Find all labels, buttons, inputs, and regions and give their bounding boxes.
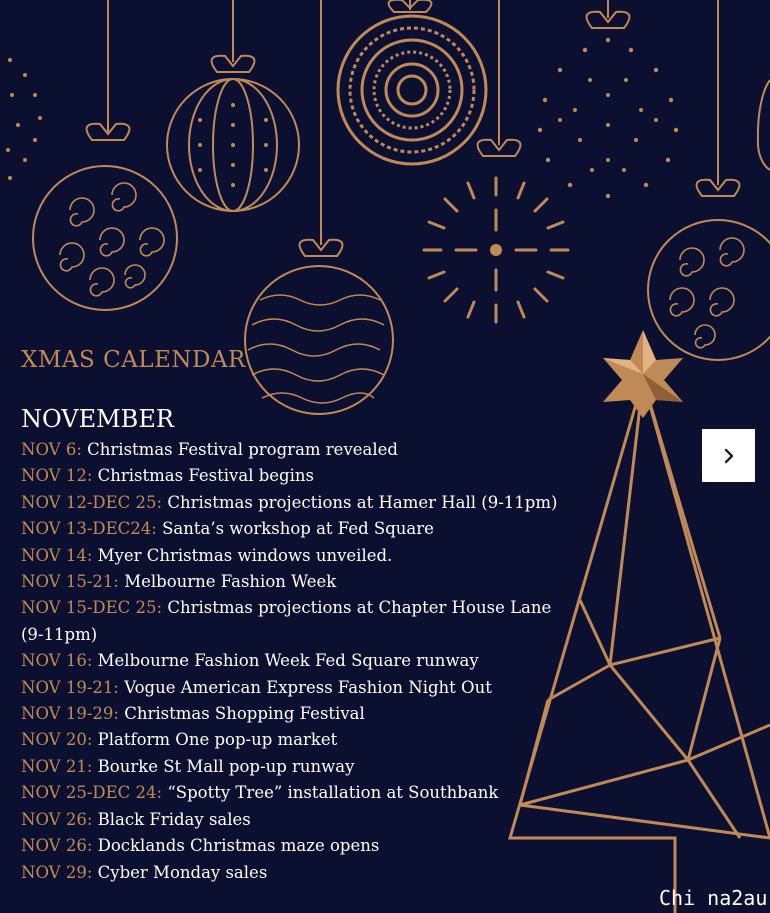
event-text: Melbourne Fashion Week <box>124 572 337 592</box>
event-date: NOV 6: <box>21 440 82 459</box>
event-text: Christmas projections at Chapter House Lane (9-11pm) <box>21 598 552 644</box>
event-text: Melbourne Fashion Week Fed Square runway <box>97 651 479 671</box>
event-date: NOV 19-21: <box>21 677 119 697</box>
event-text: Docklands Christmas maze opens <box>97 836 380 856</box>
event-date: NOV 21: <box>21 756 93 776</box>
list-item <box>21 516 561 542</box>
event-date: NOV 26: <box>21 836 93 856</box>
event-text: Platform One pop-up market <box>97 730 338 750</box>
section-title: XMAS CALENDAR <box>21 347 246 373</box>
event-date: NOV 13-DEC24: <box>21 519 157 539</box>
watermark: Chi na2au <box>659 886 768 910</box>
list-item <box>21 780 561 806</box>
event-text: “Spotty Tree” installation at Southbank <box>167 783 499 803</box>
event-date: NOV 20: <box>21 730 93 750</box>
list-item <box>21 463 561 489</box>
list-item <box>21 860 561 886</box>
list-item <box>21 543 561 569</box>
month-heading: NOVEMBER <box>21 405 174 433</box>
event-text: Vogue American Express Fashion Night Out <box>124 677 492 697</box>
list-item <box>21 701 561 727</box>
list-item <box>21 569 561 595</box>
event-date: NOV 25-DEC 24: <box>21 783 163 803</box>
event-date: NOV 29: <box>21 862 93 882</box>
list-item <box>21 807 561 833</box>
event-text: Myer Christmas windows unveiled. <box>97 545 393 565</box>
event-text: Christmas Shopping Festival <box>124 704 365 724</box>
list-item <box>21 437 561 463</box>
event-text: Black Friday sales <box>97 809 251 829</box>
list-item <box>21 833 561 859</box>
list-item <box>21 595 561 648</box>
chevron-right-icon <box>720 447 738 465</box>
event-text: Christmas Festival program revealed <box>87 440 398 459</box>
event-list <box>21 437 561 886</box>
event-text: Santa’s workshop at Fed Square <box>162 519 434 539</box>
list-item <box>21 727 561 753</box>
event-date: NOV 26: <box>21 809 93 829</box>
event-date: NOV 12: <box>21 466 93 486</box>
event-date: NOV 16: <box>21 651 93 671</box>
event-date: NOV 15-21: <box>21 572 119 592</box>
event-date: NOV 14: <box>21 545 93 565</box>
event-date: NOV 19-29: <box>21 704 119 724</box>
list-item <box>21 648 561 674</box>
event-text: Cyber Monday sales <box>97 862 268 882</box>
event-date: NOV 15-DEC 25: <box>21 598 163 618</box>
list-item <box>21 754 561 780</box>
list-item <box>21 490 561 516</box>
event-text: Bourke St Mall pop-up runway <box>97 756 355 776</box>
event-text: Christmas Festival begins <box>97 466 314 486</box>
next-slide-button[interactable] <box>702 429 755 482</box>
event-text: Christmas projections at Hamer Hall (9-11pm) <box>167 492 558 512</box>
list-item <box>21 675 561 701</box>
event-date: NOV 12-DEC 25: <box>21 492 163 512</box>
